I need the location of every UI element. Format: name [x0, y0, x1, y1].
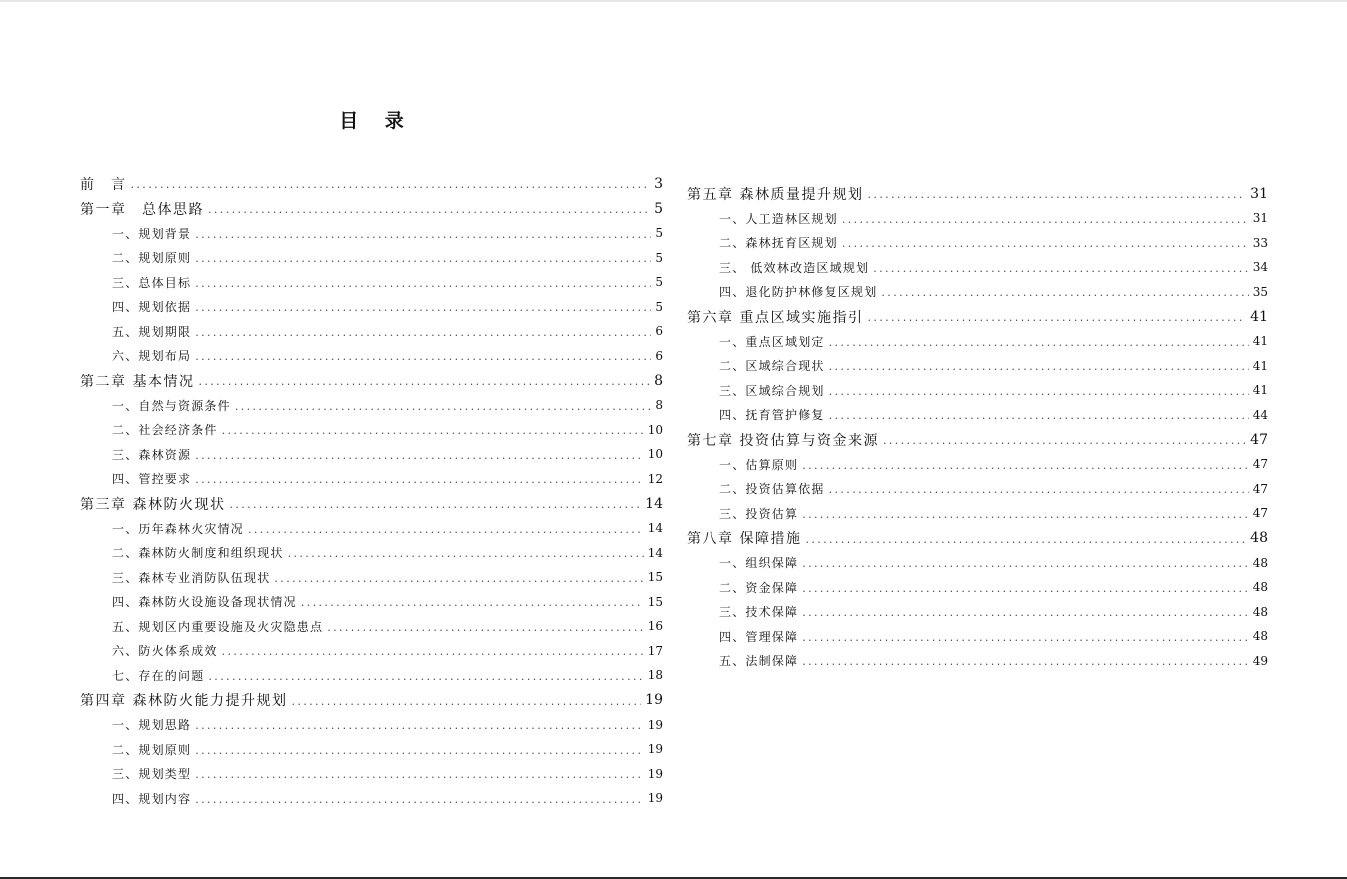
toc-dot-leader [222, 645, 644, 658]
toc-page-number: 47 [1252, 506, 1268, 521]
toc-entry-label: 四、退化防护林修复区规划 [719, 285, 878, 300]
toc-dot-leader [327, 621, 644, 634]
toc-dot-leader [301, 596, 644, 609]
toc-dot-leader [195, 449, 644, 462]
toc-page-number: 8 [654, 372, 663, 389]
toc-dot-leader [208, 670, 643, 683]
toc-section-entry[interactable] [687, 624, 1268, 649]
toc-page-number: 3 [654, 175, 663, 192]
toc-page-number: 19 [645, 692, 663, 708]
toc-section-entry[interactable] [80, 295, 663, 320]
toc-dot-leader [805, 533, 1246, 546]
toc-chapter-entry[interactable] [687, 427, 1268, 452]
toc-section-entry[interactable] [687, 403, 1268, 428]
toc-entry-label: 三、规划类型 [112, 767, 192, 782]
toc-entry-label: 三、森林资源 [112, 447, 192, 462]
toc-entry-label: 一、重点区域划定 [719, 334, 825, 349]
toc-left-column [80, 171, 663, 811]
toc-page-number: 41 [1252, 383, 1268, 398]
toc-dot-leader [842, 237, 1249, 250]
toc-entry-label: 第六章 重点区域实施指引 [687, 309, 864, 326]
toc-page-number: 19 [647, 791, 663, 806]
toc-dot-leader [829, 385, 1249, 398]
toc-section-entry[interactable] [80, 614, 663, 639]
toc-section-entry[interactable] [687, 206, 1268, 231]
toc-page-number: 47 [1252, 481, 1268, 496]
toc-section-entry[interactable] [687, 501, 1268, 526]
toc-page-number: 10 [647, 422, 663, 437]
toc-section-entry[interactable] [80, 319, 663, 344]
toc-dot-leader [829, 336, 1249, 349]
toc-entry-label: 五、法制保障 [719, 654, 799, 669]
toc-section-entry[interactable] [80, 516, 663, 541]
toc-entry-label: 二、资金保障 [719, 580, 799, 595]
toc-entry-label: 七、存在的问题 [112, 668, 205, 683]
toc-page-number: 8 [655, 398, 663, 413]
toc-section-entry[interactable] [80, 590, 663, 615]
toc-dot-leader [195, 473, 644, 486]
toc-entry-label: 第八章 保障措施 [687, 531, 802, 547]
toc-entry-label: 第二章 基本情况 [80, 373, 195, 390]
toc-section-entry[interactable] [687, 649, 1268, 674]
toc-section-entry[interactable] [80, 762, 663, 787]
toc-page-number: 48 [1252, 555, 1268, 570]
toc-right-column [687, 181, 1268, 673]
toc-dot-leader [867, 188, 1246, 201]
toc-page-number: 5 [654, 200, 663, 217]
toc-dot-leader [274, 572, 643, 585]
toc-entry-label: 二、社会经济条件 [112, 423, 218, 438]
toc-dot-leader [235, 400, 652, 413]
toc-dot-leader [229, 498, 641, 511]
toc-entry-label: 一、人工造林区规划 [719, 211, 838, 226]
toc-page-number: 49 [1252, 653, 1268, 668]
toc-dot-leader [195, 768, 644, 781]
toc-section-entry[interactable] [80, 737, 663, 762]
toc-entry-label: 五、规划期限 [112, 324, 192, 339]
toc-dot-leader [802, 508, 1249, 521]
toc-dot-leader [802, 631, 1249, 644]
toc-chapter-entry[interactable] [687, 526, 1268, 551]
toc-chapter-entry[interactable] [80, 491, 663, 516]
toc-page-number: 10 [647, 447, 663, 462]
toc-dot-leader [802, 582, 1249, 595]
toc-page-number: 48 [1252, 629, 1268, 644]
toc-dot-leader [131, 178, 651, 191]
toc-dot-leader [881, 286, 1248, 299]
toc-entry-label: 一、历年森林火灾情况 [112, 521, 245, 536]
toc-dot-leader [829, 360, 1249, 373]
toc-dot-leader [291, 695, 641, 708]
toc-section-entry[interactable] [80, 565, 663, 590]
toc-section-entry[interactable] [687, 255, 1268, 280]
toc-page-number: 12 [647, 471, 663, 486]
toc-dot-leader [802, 606, 1249, 619]
toc-chapter-entry[interactable] [80, 368, 663, 393]
toc-entry-label: 第四章 森林防火能力提升规划 [80, 693, 288, 709]
toc-section-entry[interactable] [687, 231, 1268, 256]
toc-page-number: 41 [1252, 358, 1268, 373]
toc-entry-label: 四、管理保障 [719, 629, 799, 644]
toc-dot-leader [842, 213, 1249, 226]
toc-page-number: 19 [647, 766, 663, 781]
toc-section-entry[interactable] [80, 663, 663, 688]
toc-dot-leader [248, 523, 644, 536]
toc-entry-label: 四、规划依据 [112, 300, 192, 315]
toc-page-number: 14 [647, 545, 663, 560]
toc-section-entry[interactable] [80, 246, 663, 271]
toc-entry-label: 二、区域综合现状 [719, 359, 825, 374]
toc-entry-label: 一、规划思路 [112, 718, 192, 733]
toc-entry-label: 三、投资估算 [719, 506, 799, 521]
toc-dot-leader [829, 409, 1249, 422]
toc-entry-label: 三、 低效林改造区域规划 [719, 260, 870, 275]
toc-dot-leader [222, 424, 644, 437]
toc-dot-leader [195, 793, 644, 806]
toc-page-number: 19 [647, 717, 663, 732]
toc-dot-leader [867, 311, 1246, 324]
toc-dot-leader [195, 744, 644, 757]
toc-section-entry[interactable] [80, 467, 663, 492]
toc-entry-label: 二、投资估算依据 [719, 482, 825, 497]
toc-entry-label: 二、规划原则 [112, 742, 192, 757]
toc-section-entry[interactable] [687, 452, 1268, 477]
toc-entry-label: 第三章 森林防火现状 [80, 496, 226, 513]
toc-dot-leader [873, 262, 1249, 275]
toc-entry-label: 一、组织保障 [719, 556, 799, 571]
toc-chapter-entry[interactable] [687, 304, 1268, 329]
toc-dot-leader [195, 350, 651, 363]
toc-page-number: 34 [1252, 260, 1268, 275]
toc-dot-leader [195, 277, 651, 290]
toc-page-number: 48 [1250, 530, 1268, 546]
toc-page-number: 47 [1250, 431, 1268, 448]
toc-entry-label: 二、规划原则 [112, 251, 192, 266]
toc-section-entry[interactable] [80, 344, 663, 369]
toc-dot-leader [208, 203, 650, 216]
toc-entry-label: 四、抚育管护修复 [719, 408, 825, 423]
page-title: 目 录 [339, 110, 406, 132]
toc-entry-label: 一、估算原则 [719, 457, 799, 472]
toc-dot-leader [195, 326, 651, 339]
toc-page-number: 5 [655, 226, 663, 241]
toc-section-entry[interactable] [80, 639, 663, 664]
top-border [0, 0, 1347, 2]
toc-entry-label: 第七章 投资估算与资金来源 [687, 432, 879, 449]
toc-page-number: 15 [647, 594, 663, 609]
toc-entry-label: 一、规划背景 [112, 226, 192, 241]
toc-dot-leader [802, 655, 1249, 668]
toc-entry-label: 四、森林防火设施设备现状情况 [112, 595, 297, 610]
toc-entry-label: 二、森林抚育区规划 [719, 236, 838, 251]
toc-dot-leader [288, 547, 644, 560]
toc-dot-leader [195, 252, 651, 265]
toc-page-number: 44 [1252, 407, 1268, 422]
toc-page-number: 16 [647, 619, 663, 634]
toc-chapter-entry[interactable] [80, 171, 663, 196]
toc-entry-label: 三、总体目标 [112, 275, 192, 290]
toc-section-entry[interactable] [687, 280, 1268, 305]
toc-entry-label: 四、规划内容 [112, 791, 192, 806]
toc-dot-leader [195, 719, 644, 732]
toc-entry-label: 第五章 森林质量提升规划 [687, 186, 864, 203]
toc-page-number: 33 [1252, 235, 1268, 250]
toc-page-number: 5 [655, 250, 663, 265]
toc-section-entry[interactable] [80, 221, 663, 246]
toc-page-number: 31 [1250, 185, 1268, 202]
toc-entry-label: 六、防火体系成效 [112, 644, 218, 659]
toc-page-number: 48 [1252, 580, 1268, 595]
toc-page-number: 15 [647, 570, 663, 585]
toc-page-number: 5 [655, 299, 663, 314]
toc-page-number: 17 [647, 643, 663, 658]
toc-entry-label: 第一章 总体思路 [80, 201, 204, 218]
toc-page-number: 41 [1252, 334, 1268, 349]
toc-entry-label: 六、规划布局 [112, 349, 192, 364]
toc-page-number: 19 [647, 742, 663, 757]
toc-dot-leader [829, 483, 1249, 496]
toc-entry-label: 二、森林防火制度和组织现状 [112, 546, 284, 561]
toc-entry-label: 三、森林专业消防队伍现状 [112, 570, 271, 585]
toc-section-entry[interactable] [80, 442, 663, 467]
toc-chapter-entry[interactable] [80, 196, 663, 221]
toc-section-entry[interactable] [687, 378, 1268, 403]
toc-page-number: 47 [1252, 457, 1268, 472]
toc-page-number: 48 [1252, 604, 1268, 619]
toc-page-number: 31 [1252, 211, 1268, 226]
toc-dot-leader [802, 557, 1249, 570]
toc-entry-label: 四、管控要求 [112, 472, 192, 487]
toc-page-number: 5 [655, 275, 663, 290]
toc-page-number: 6 [655, 348, 663, 363]
toc-section-entry[interactable] [687, 551, 1268, 576]
toc-entry-label: 一、自然与资源条件 [112, 398, 231, 413]
toc-section-entry[interactable] [80, 541, 663, 566]
toc-section-entry[interactable] [80, 713, 663, 738]
toc-section-entry[interactable] [687, 600, 1268, 625]
toc-page-number: 41 [1250, 308, 1268, 325]
toc-dot-leader [195, 228, 651, 241]
toc-entry-label: 三、区域综合规划 [719, 383, 825, 398]
toc-page-number: 35 [1252, 284, 1268, 299]
toc-entry-label: 前 言 [80, 176, 127, 193]
toc-dot-leader [883, 434, 1246, 447]
toc-dot-leader [198, 375, 650, 388]
toc-section-entry[interactable] [80, 270, 663, 295]
toc-dot-leader [802, 459, 1249, 472]
toc-page-number: 6 [655, 324, 663, 339]
toc-section-entry[interactable] [80, 393, 663, 418]
toc-section-entry[interactable] [80, 786, 663, 811]
toc-entry-label: 三、技术保障 [719, 605, 799, 620]
toc-chapter-entry[interactable] [80, 688, 663, 713]
toc-section-entry[interactable] [687, 354, 1268, 379]
toc-page-number: 14 [647, 521, 663, 536]
toc-entry-label: 五、规划区内重要设施及火灾隐患点 [112, 619, 324, 634]
toc-page-number: 14 [645, 495, 663, 512]
toc-section-entry[interactable] [687, 329, 1268, 354]
toc-dot-leader [195, 301, 651, 314]
toc-section-entry[interactable] [80, 418, 663, 443]
toc-section-entry[interactable] [687, 575, 1268, 600]
toc-chapter-entry[interactable] [687, 181, 1268, 206]
toc-section-entry[interactable] [687, 477, 1268, 502]
toc-page-number: 18 [647, 668, 663, 683]
